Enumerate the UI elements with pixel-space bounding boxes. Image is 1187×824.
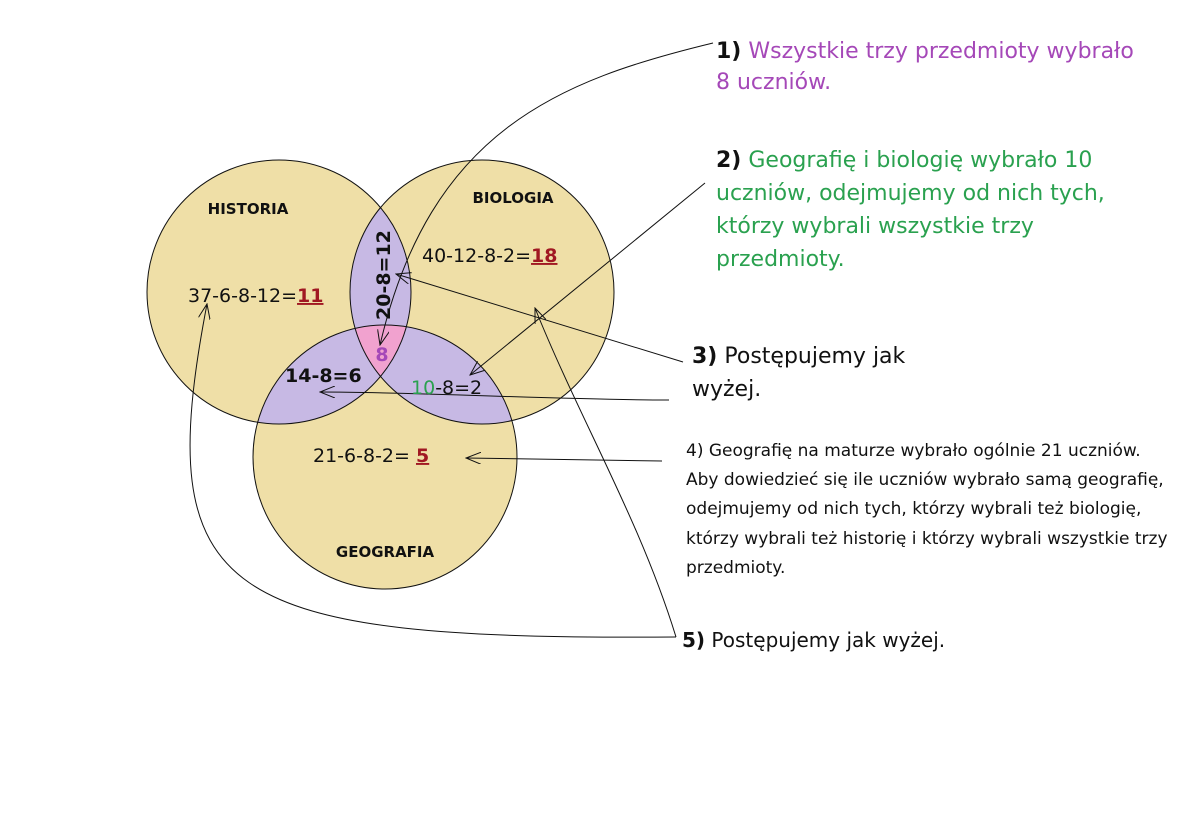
note-1-number: 1) — [716, 39, 742, 64]
label-geografia: GEOGRAFIA — [335, 543, 435, 561]
biologia-calc: 40-12-8-2= — [422, 245, 532, 267]
historia-answer: 11 — [297, 285, 324, 307]
region-historia-geografia: 14-8=6 — [285, 365, 362, 387]
arrow-5b — [535, 308, 676, 637]
geografia-answer: 5 — [415, 445, 430, 467]
note-1 — [716, 36, 1136, 98]
region-historia-only — [188, 285, 323, 307]
historia-calc: 37-6-8-12= — [188, 285, 298, 307]
region-biologia-only — [422, 245, 557, 267]
note-2 — [716, 144, 1136, 276]
note-3-text: Postępujemy jak wyżej. — [692, 344, 906, 402]
note-2-text: Geografię i biologię wybrało 10 uczniów, odejmujemy od nich tych, którzy wybrali wszystkie trzy przedmioty. — [716, 148, 1105, 272]
region-historia-biologia: 20-8=12 — [373, 230, 395, 320]
note-3-number: 3) — [692, 344, 718, 369]
geografia-calc: 21-6-8-2= — [313, 445, 416, 467]
note-5-number: 5) — [682, 628, 706, 652]
biologia-answer: 18 — [531, 245, 558, 267]
note-4 — [686, 437, 1176, 583]
label-historia: HISTORIA — [207, 200, 289, 218]
note-5 — [682, 626, 1102, 654]
label-biologia: BIOLOGIA — [472, 189, 554, 207]
bio-geo-first: 10 — [411, 377, 436, 399]
bio-geo-rest: -8=2 — [435, 377, 483, 399]
region-all-three: 8 — [375, 344, 389, 366]
note-3 — [692, 340, 952, 406]
region-geografia-only — [313, 445, 429, 467]
note-4-text: 4) Geografię na maturze wybrało ogólnie 21 uczniów. Aby dowiedzieć się ile uczniów wybrało samą geografię, odejmujemy od nich tych, którzy wybrali też biologię, którzy wybrali też historię i którzy wybrali wszystkie trzy przedmioty. — [686, 441, 1168, 578]
note-2-number: 2) — [716, 148, 742, 173]
note-1-text: Wszystkie trzy przedmioty wybrało 8 uczniów. — [716, 39, 1134, 96]
region-biologia-geografia — [411, 377, 482, 399]
note-5-text: Postępujemy jak wyżej. — [711, 628, 946, 652]
